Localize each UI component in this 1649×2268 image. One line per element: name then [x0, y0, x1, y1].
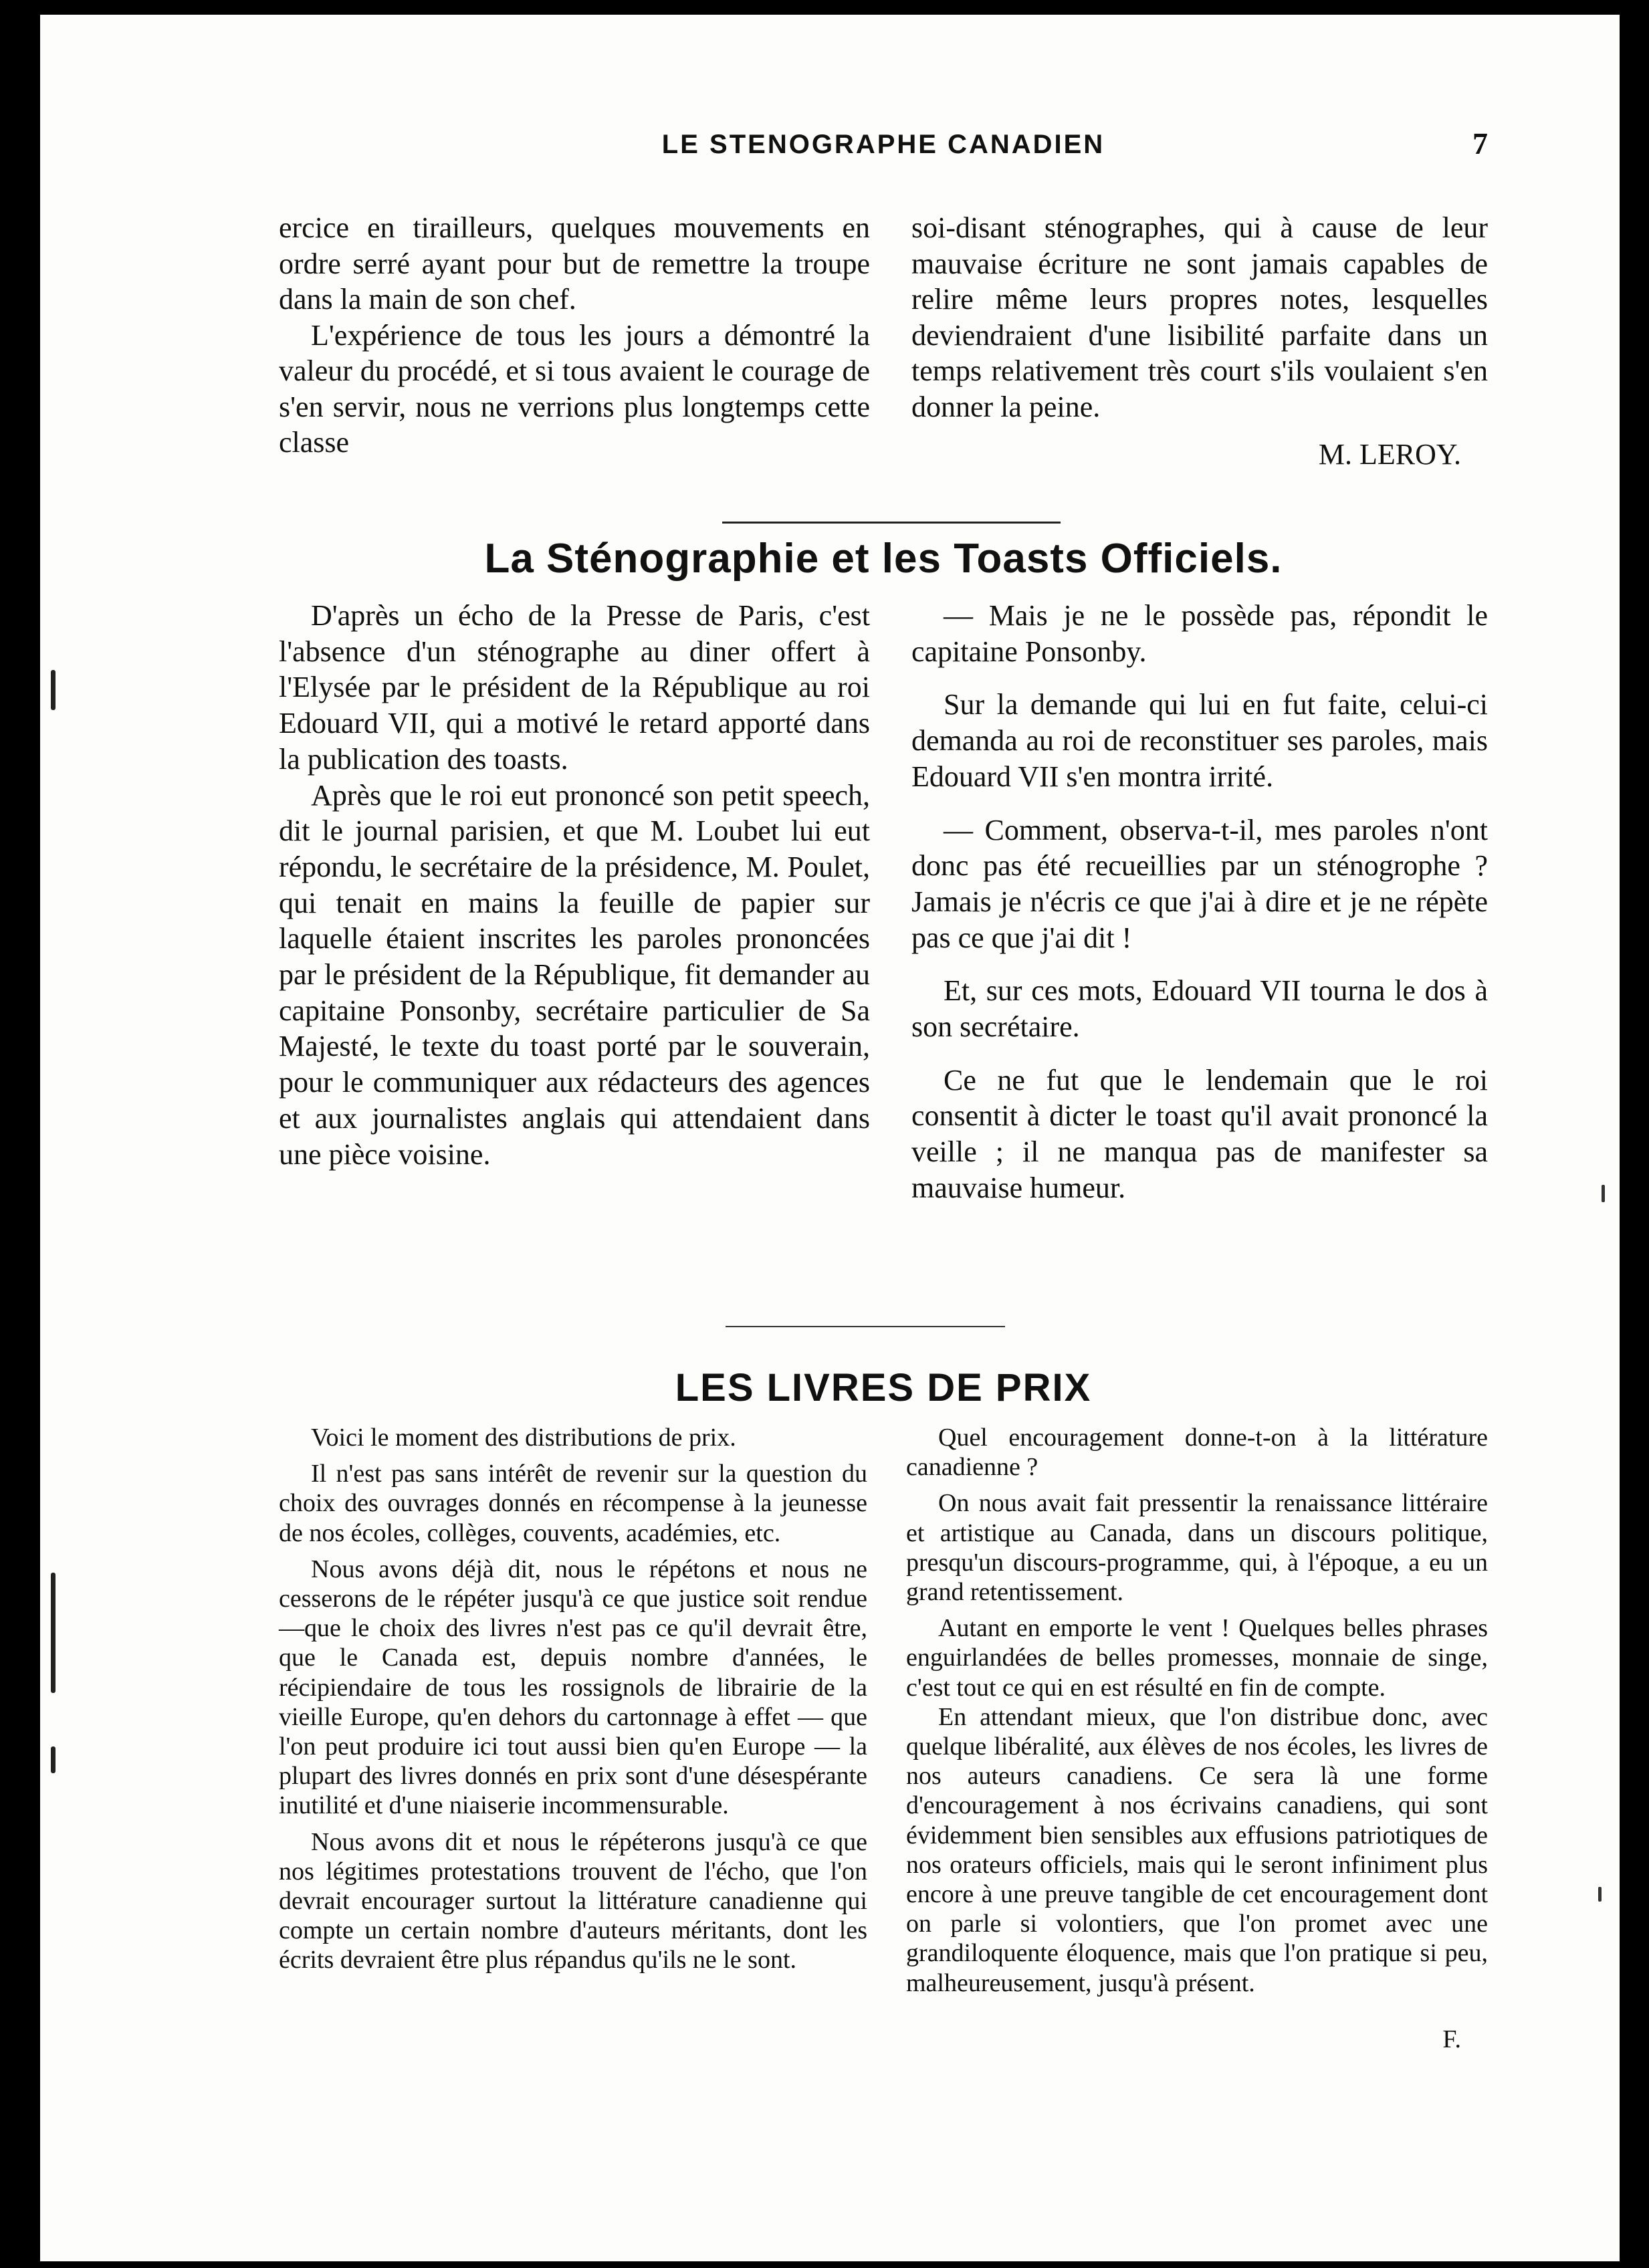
paragraph: En attendant mieux, que l'on distribue donc, avec quelque libéralité, aux élèves de nos écoles, les livres de nos auteurs canadiens. Ce sera là une forme d'encouragement à nos écrivains canadiens, qui sont évidemment bien sensibles aux effusions patriotiques de nos orateurs officiels, mais qui le seront infiniment plus encore à une preuve tangible de cet encouragement dont on parle si volontiers, que l'on promet avec une grandiloquente éloquence, mais que l'on pratique si peu, malheureusement, jusqu'à présent.	[906, 1702, 1488, 1997]
paragraph: Ce ne fut que le lendemain que le roi consentit à dicter le toast qu'il avait prononcé la veille ; il ne manqua pas de manifester sa mauvaise humeur.	[911, 1063, 1488, 1204]
paragraph: L'expérience de tous les jours a démontré la valeur du procédé, et si tous avaient le courage de s'en servir, nous ne verrions plus longtemps cette classe	[279, 318, 870, 459]
paragraph: Sur la demande qui lui en fut faite, celui-ci demanda au roi de reconstituer ses paroles, mais Edouard VII s'en montra irrité.	[911, 688, 1488, 793]
binding-mark	[51, 1573, 56, 1693]
paragraph: Après que le roi eut prononcé son petit speech, dit le journal parisien, et que M. Loubet lui eut répondu, le secrétaire de la présidence, M. Poulet, qui tenait en mains la feuille de papier sur laquelle étaient inscrites les paroles prononcées par le président de la République, fit demander au capitaine Ponsonby, secrétaire particulier de Sa Majesté, le texte du toast porté par le souverain, pour le communiquer aux rédacteurs des agences et aux journalistes anglais qui attendaient dans une pièce voisine.	[279, 778, 870, 1171]
section1-left-column	[279, 210, 870, 461]
paragraph: — Mais je ne le possède pas, répondit le capitaine Ponsonby.	[911, 599, 1488, 668]
article2-right-column	[911, 598, 1488, 1206]
running-head	[279, 120, 1488, 174]
paragraph: Quel encouragement donne-t-on à la littérature canadienne ?	[906, 1424, 1488, 1482]
divider	[726, 1326, 1005, 1327]
scan-mark	[1598, 1887, 1602, 1902]
paragraph: D'après un écho de la Presse de Paris, c'est l'absence d'un sténographe au diner offert à l'Elysée par le président de la République au roi Edouard VII, qui a motivé le retard apporté dans la publication des toasts.	[279, 599, 870, 776]
divider	[722, 522, 1061, 524]
paragraph: Et, sur ces mots, Edouard VII tourna le dos à son secrétaire.	[911, 974, 1488, 1044]
paragraph: Il n'est pas sans intérêt de revenir sur la question du choix des ouvrages donnés en récompense à la jeunesse de nos écoles, collèges, couvents, académies, etc.	[279, 1460, 867, 1547]
page	[40, 15, 1620, 2261]
binding-mark	[51, 670, 56, 710]
paragraph: Autant en emporte le vent ! Quelques belles phrases enguirlandées de belles promesses, monnaie de singe, c'est tout ce qui en est résulté en fin de compte.	[906, 1614, 1488, 1702]
paragraph: ercice en tirailleurs, quelques mouvements en ordre serré ayant pour but de remettre la troupe dans la main de son chef.	[279, 211, 870, 316]
section1-right-column	[911, 210, 1488, 473]
page-number: 7	[1472, 126, 1488, 160]
paragraph: — Comment, observa-t-il, mes paroles n'ont donc pas été recueillies par un sténogrophe ? Jamais je n'écris ce que j'ai à dire et je ne répète pas ce que j'ai dit !	[911, 813, 1488, 954]
article2-left-column	[279, 598, 870, 1172]
article-title: La Sténographie et les Toasts Officiels.	[484, 536, 1283, 582]
magazine-page	[279, 15, 1488, 2261]
paragraph: Voici le moment des distributions de prix.	[311, 1424, 736, 1452]
article3-left-column	[279, 1423, 867, 1975]
paragraph: Nous avons dit et nous le répéterons jusqu'à ce que nos légitimes protestations trouvent de l'écho, que l'on devrait encourager surtout la littérature canadienne qui compte un certain nombre d'auteurs méritants, dont les écrits devraient être plus répandus qu'ils ne le sont.	[279, 1827, 867, 1974]
signature: F.	[1442, 2025, 1461, 2053]
paragraph: soi-disant sténographes, qui à cause de leur mauvaise écriture ne sont jamais capables de relire même leurs propres notes, lesquelles deviendraient d'une lisibilité parfaite dans un temps relativement très court s'ils voulaient s'en donner la peine.	[911, 211, 1488, 423]
article3-right-column	[906, 1423, 1488, 2054]
paragraph: On nous avait fait pressentir la renaissance littéraire et artistique au Canada, dans un discours politique, presqu'un discours-programme, qui, à l'époque, a eu un grand retentissement.	[906, 1489, 1488, 1607]
scan-mark	[1602, 1185, 1605, 1202]
running-title: LE STENOGRAPHE CANADIEN	[661, 130, 1105, 159]
article-title: LES LIVRES DE PRIX	[675, 1366, 1092, 1409]
paragraph: Nous avons déjà dit, nous le répétons et nous ne cesserons de le répéter jusqu'à ce que justice soit rendue—que le choix des livres n'est pas ce qu'il devrait être, que le Canada est, depuis nombre d'années, le récipiendaire de tous les rossignols de librairie de la vieille Europe, qu'en dehors du cartonnage à effet — que l'on peut produire ici tout aussi bien qu'en Europe — la plupart des livres donnés en prix sont d'une désespérante inutilité et d'une niaiserie incommensurable.	[279, 1555, 867, 1820]
binding-mark	[51, 1746, 56, 1773]
signature: M. LEROY.	[1318, 438, 1461, 471]
